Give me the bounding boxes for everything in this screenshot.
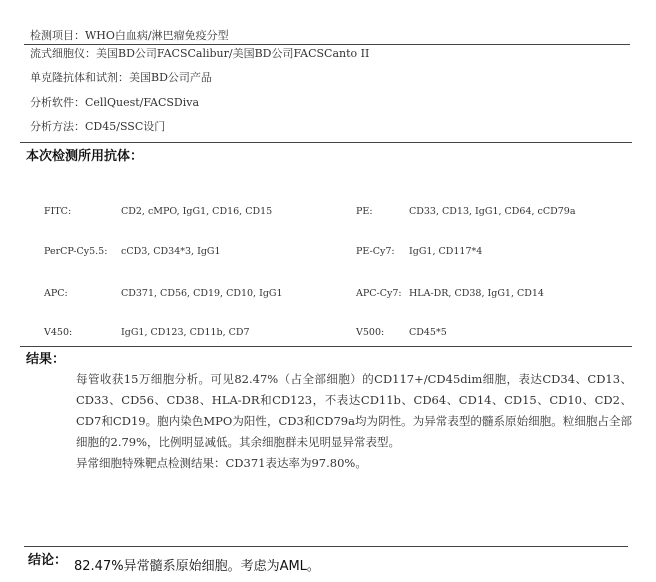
antibody-values: CD2, cMPO, IgG1, CD16, CD15 [121,206,273,217]
fluor-label: APC: [44,288,68,299]
fluor-label: PE: [356,206,373,217]
fluor-label: V500: [356,327,385,338]
results-target-paragraph: 异常细胞特殊靶点检测结果：CD371表达率为97.80%。 [76,456,367,470]
method-line: 分析方法：CD45/SSC设门 [30,120,166,133]
antibody-values: CD45*5 [409,327,447,338]
antibody-values: CD371, CD56, CD19, CD10, IgG1 [121,288,283,299]
antibody-values: IgG1, CD117*4 [409,246,483,257]
test-item-line: 检测项目：WHO白血病/淋巴瘤免疫分型 [30,29,229,42]
antibody-section-divider [20,142,632,143]
antibody-section-title: 本次检测所用抗体： [26,149,144,164]
conclusion-text: 82.47%异常髓系原始细胞。考虑为AML。 [74,559,320,574]
fluor-label: PE-Cy7: [356,246,395,257]
results-paragraph: 每管收获15万细胞分析。可见82.47%（占全部细胞）的CD117+/CD45dim细胞，表达CD34、CD13、CD33、CD56、CD38、HLA-DR和CD123，不表达CD11b、CD64、CD14、CD15、CD10、CD2、CD7和CD19。胞内染色MPO为阳性，CD3和CD79a均为阴性。为异常表型的髓系原始细胞。粒细胞占全部细胞的2.79%，比例明显减低。其余细胞群未见明显异常表型。 [76,372,632,449]
software-line: 分析软件：CellQuest/FACSDiva [30,96,200,109]
conclusion-label: 结论： [28,553,68,568]
fluor-label: PerCP-Cy5.5: [44,246,108,257]
conclusion-divider [24,546,628,547]
antibody-values: HLA-DR, CD38, IgG1, CD14 [409,288,544,299]
fluor-label: FITC: [44,206,72,217]
antibody-values: CD33, CD13, IgG1, CD64, cCD79a [409,206,576,217]
antibody-values: IgG1, CD123, CD11b, CD7 [121,327,250,338]
fluor-label: V450: [44,327,73,338]
fluor-label: APC-Cy7: [356,288,402,299]
reagents-line: 单克隆抗体和试剂：美国BD公司产品 [30,71,212,84]
results-section-title: 结果： [26,352,66,367]
results-section-divider [20,346,632,347]
results-body [76,369,632,474]
instrument-line: 流式细胞仪：美国BD公司FACSCalibur/美国BD公司FACSCanto II [30,47,370,60]
antibody-values: cCD3, CD34*3, IgG1 [121,246,221,257]
